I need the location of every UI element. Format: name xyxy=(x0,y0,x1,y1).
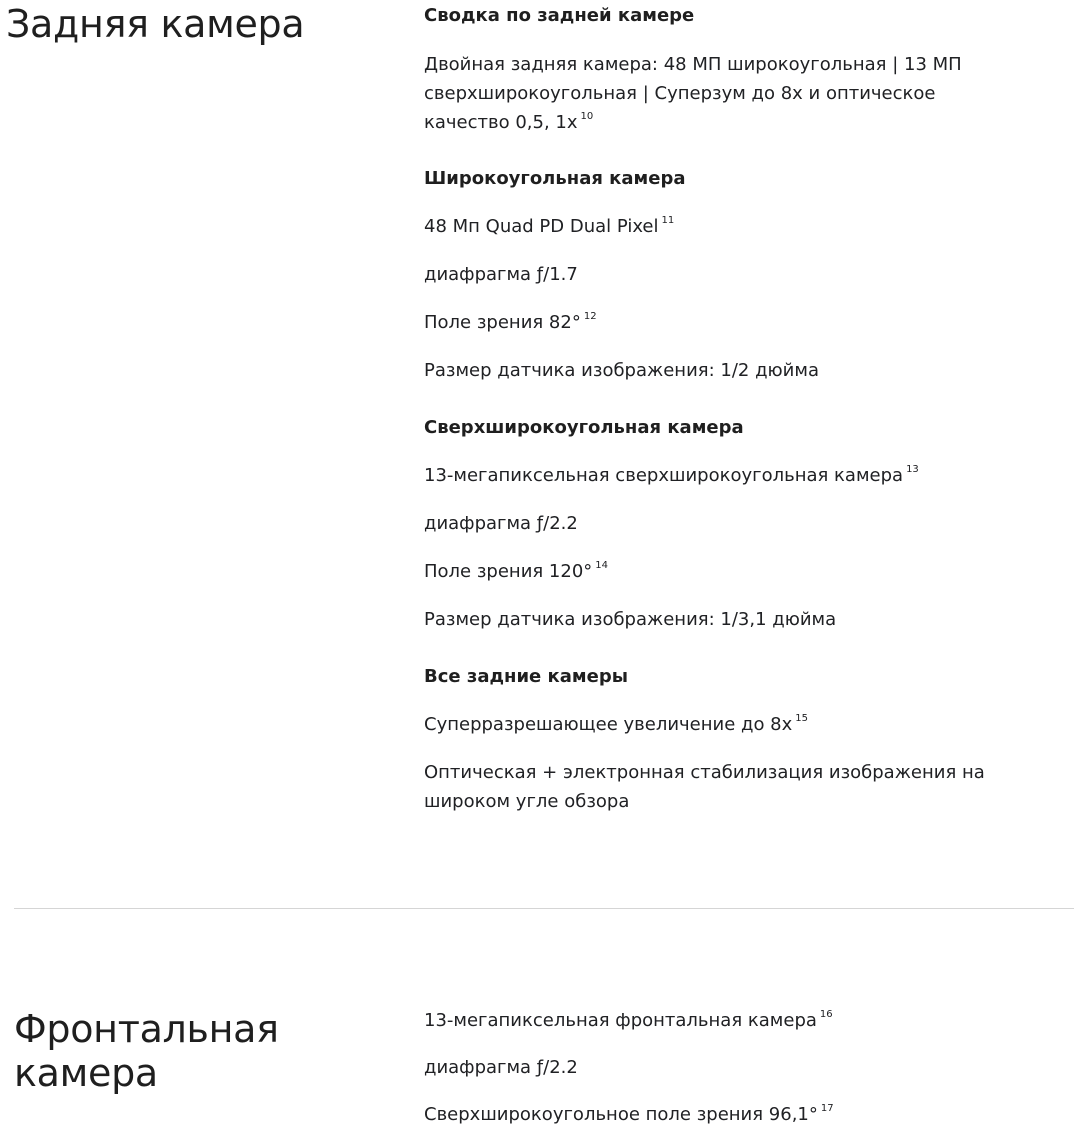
footnote-ref[interactable]: 10 xyxy=(580,111,594,122)
wide-spec-line: Размер датчика изображения: 1/2 дюйма xyxy=(424,360,819,381)
front-spec-line: 13-мегапиксельная фронтальная камера $^{16}$ xyxy=(424,1009,833,1031)
rear-camera-specs xyxy=(424,0,1064,900)
wide-camera-heading: Широкоугольная камера xyxy=(424,168,686,189)
wide-spec-line: Поле зрения 82° $^{12}$ xyxy=(424,311,597,333)
footnote-ref[interactable]: 11 xyxy=(661,215,675,226)
footnote-ref[interactable]: 15 xyxy=(795,713,809,724)
front-spec-line: диафрагма ƒ/2.2 xyxy=(424,1057,578,1078)
ultrawide-spec-line: 13-мегапиксельная сверхширокоугольная камера $^{13}$ xyxy=(424,464,919,486)
front-camera-specs xyxy=(424,909,1064,1133)
front-spec-line: Сверхширокоугольное поле зрения 96,1° $^{17}$ xyxy=(424,1103,834,1125)
wide-spec-line: диафрагма ƒ/1.7 xyxy=(424,264,578,285)
all-rear-spec-line: Оптическая + электронная стабилизация изображения на широком угле обзора xyxy=(424,762,985,812)
rear-camera-title: Задняя камера xyxy=(6,2,305,46)
wide-spec-line: 48 Мп Quad PD Dual Pixel $^{11}$ xyxy=(424,215,675,237)
footnote-ref[interactable]: 16 xyxy=(819,1009,833,1020)
footnote-ref[interactable]: 17 xyxy=(820,1103,834,1114)
ultrawide-spec-line: Размер датчика изображения: 1/3,1 дюйма xyxy=(424,609,837,630)
ultrawide-spec-line: Поле зрения 120° $^{14}$ xyxy=(424,560,609,582)
front-camera-section xyxy=(0,909,1080,1133)
ultrawide-spec-line: диафрагма ƒ/2.2 xyxy=(424,513,578,534)
footnote-ref[interactable]: 14 xyxy=(595,560,609,571)
footnote-ref[interactable]: 12 xyxy=(583,311,597,322)
footnote-ref[interactable]: 13 xyxy=(906,464,919,475)
all-rear-spec-line: Суперразрешающее увеличение до 8x $^{15}$ xyxy=(424,713,809,735)
ultrawide-camera-heading: Сверхширокоугольная камера xyxy=(424,417,744,438)
summary-text: Двойная задняя камера: 48 МП широкоугольная | 13 МП сверхширокоугольная | Суперзум до 8x и оптическое качество 0,5, 1x $^{10}$ xyxy=(424,54,962,133)
summary-heading: Сводка по задней камере xyxy=(424,5,695,26)
all-rear-cameras-heading: Все задние камеры xyxy=(424,666,628,687)
front-camera-title: Фронтальная камера xyxy=(14,1007,279,1095)
